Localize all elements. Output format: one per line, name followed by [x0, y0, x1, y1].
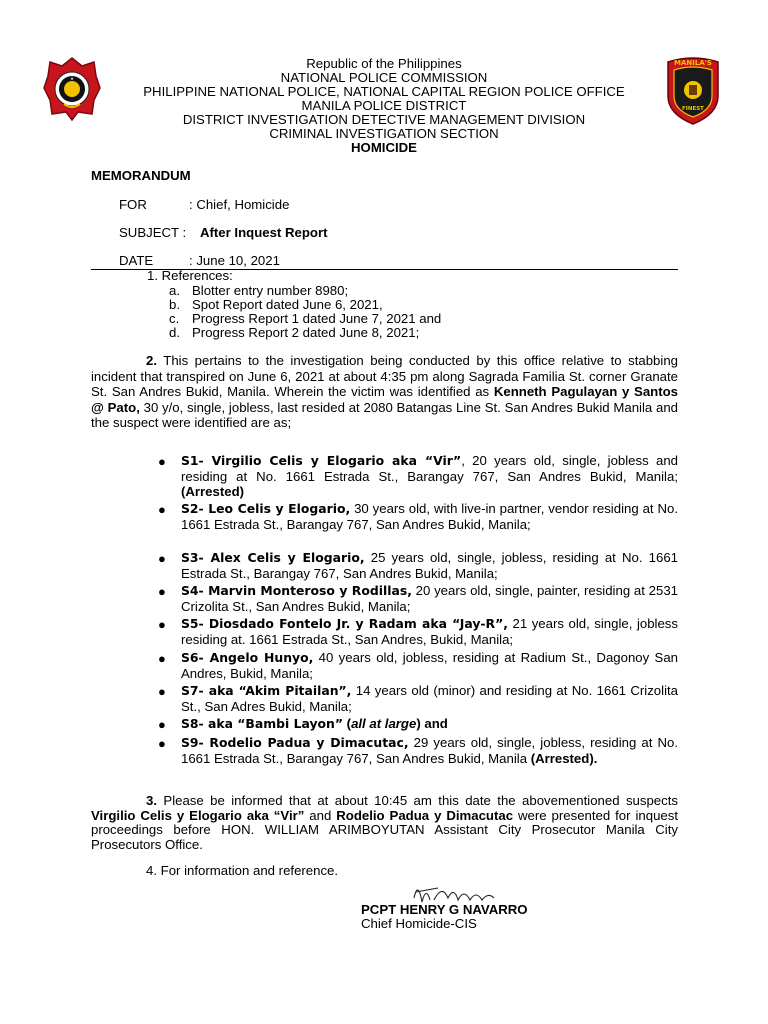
- suspect-name: S2- Leo Celis y Elogario,: [181, 501, 351, 516]
- bullet-s4: ●: [158, 584, 166, 599]
- bullet-s2: ●: [158, 502, 166, 517]
- suspect-item-s3: [181, 550, 678, 581]
- suspect-item-s7: [181, 683, 678, 714]
- memo-for-label: FOR: [119, 197, 147, 212]
- paragraph-3-text-a: Please be informed that at about 10:45 am this date the abovementioned suspects: [157, 793, 678, 808]
- suspect-desc: 14 years old (minor) and residing at No. 1661 Crizolita St., San Adres Bukid, Manila;: [181, 683, 678, 714]
- reference-item-b: Spot Report dated June 6, 2021,: [192, 297, 383, 312]
- reference-letter-b: b.: [169, 297, 180, 312]
- suspect-name: S4- Marvin Monteroso y Rodillas,: [181, 583, 412, 598]
- reference-letter-d: d.: [169, 325, 180, 340]
- paragraph-3-text-b: and: [304, 807, 337, 823]
- suspect-desc: 21 years old, single, jobless residing at. 1661 Estrada St., San Andres, Bukid, Manila;: [181, 616, 678, 647]
- reference-letter-c: c.: [169, 311, 180, 326]
- suspect-item-s6: [181, 650, 678, 681]
- seal-top-text: MANILA'S: [674, 59, 712, 67]
- suspect-item-s1: [181, 453, 678, 500]
- paragraph-2-text-b: 30 y/o, single, jobless, last resided at 2080 Batangas Line St. San Andres Bukid Manila and the suspect were identified are as;: [91, 399, 678, 430]
- header-pnp-ncrpo: PHILIPPINE NATIONAL POLICE, NATIONAL CAPITAL REGION POLICE OFFICE: [143, 84, 625, 99]
- header-cis: CRIMINAL INVESTIGATION SECTION: [269, 126, 499, 141]
- paragraph-4: 4. For information and reference.: [146, 863, 339, 878]
- header-homicide: HOMICIDE: [351, 140, 417, 155]
- bullet-s9: ●: [158, 736, 166, 751]
- signatory-name: PCPT HENRY G NAVARRO: [361, 902, 528, 917]
- memo-for-value: : Chief, Homicide: [189, 197, 290, 212]
- memo-subject-value: After Inquest Report: [200, 225, 328, 240]
- bullet-s7: ●: [158, 684, 166, 699]
- suspect-name: S1- Virgilio Celis y Elogario aka “Vir”: [181, 453, 462, 468]
- suspect-item-s4: [181, 583, 678, 614]
- paragraph-3: [91, 794, 678, 852]
- paragraph-3-text-c: were presented for inquest proceedings before HON. WILLIAM ARIMBOYUTAN Assistant City Prosecutor Manila City Prosecutors Office.: [91, 807, 679, 852]
- suspect-name: S5- Diosdado Fontelo Jr. y Radam aka “Jay-R”,: [181, 616, 508, 631]
- suspect-status: ) and: [416, 716, 448, 731]
- suspect-desc: 29 years old, single, jobless, residing at No. 1661 Estrada St., Barangay 767, San Andres Bukid, Manila: [181, 735, 678, 766]
- paragraph-3-suspect-1: Virgilio Celis y Elogario aka “Vir”: [91, 807, 305, 823]
- suspect-item-s8: [181, 716, 678, 732]
- manila-finest-seal-logo: [664, 56, 722, 126]
- paragraph-3-number: 3.: [146, 793, 157, 808]
- reference-item-c: Progress Report 1 dated June 7, 2021 and: [192, 311, 442, 326]
- suspect-name: S3- Alex Celis y Elogario,: [181, 550, 365, 565]
- signatory-title: Chief Homicide-CIS: [361, 916, 477, 931]
- suspect-desc: , 20 years old, single, jobless and residing at No. 1661 Estrada St., Barangay 767, San Andres Bukid, Manila;: [181, 453, 678, 484]
- suspect-desc: 40 years old, jobless, residing at Radium St., Dagonoy San Andres, Bukid, Manila;: [181, 650, 678, 681]
- suspect-desc: 20 years old, single, painter, residing at 2531 Crizolita St., San Andres Bukid, Manila;: [181, 583, 678, 614]
- bullet-s8: ●: [158, 717, 166, 732]
- bullet-s1: ●: [158, 454, 166, 469]
- suspect-desc: 30 years old, with live-in partner, vendor residing at No. 1661 Estrada St., Barangay 767, San Andres Bukid, Manila;: [181, 501, 678, 532]
- suspect-desc: (: [343, 716, 352, 731]
- suspect-status-italic: all at large: [351, 716, 417, 731]
- seal-bottom-text: FINEST: [682, 106, 704, 112]
- suspect-status: (Arrested).: [530, 750, 598, 766]
- memo-subject-label: SUBJECT :: [119, 225, 187, 240]
- reference-letter-a: a.: [169, 283, 180, 298]
- pnp-seal-logo: [42, 56, 102, 122]
- suspect-name: S7- aka “Akim Pitailan”,: [181, 683, 352, 698]
- memo-date-label: DATE: [119, 253, 154, 268]
- bullet-s5: ●: [158, 617, 166, 632]
- paragraph-2: [91, 353, 678, 431]
- paragraph-2-text-a: This pertains to the investigation being conducted by this office relative to stabbing incident that transpired on June 6, 2021 at about 4:35 pm along Sagrada Familia St. corner Granate St. San Andres Bukid, Manila. Wherein the victim was identified as: [91, 353, 678, 399]
- header-napolcom: NATIONAL POLICE COMMISSION: [280, 70, 488, 85]
- suspect-item-s9: [181, 735, 678, 766]
- suspect-name: S8- aka “Bambi Layon”: [181, 716, 343, 731]
- references-heading: 1. References:: [147, 268, 233, 283]
- bullet-s3: ●: [158, 551, 166, 566]
- suspect-name: S9- Rodelio Padua y Dimacutac,: [181, 735, 409, 750]
- suspect-status: (Arrested): [181, 484, 245, 499]
- paragraph-3-suspect-2: Rodelio Padua y Dimacutac: [336, 807, 514, 823]
- suspect-item-s5: [181, 616, 678, 647]
- memo-date-value: : June 10, 2021: [189, 253, 280, 268]
- header-republic: Republic of the Philippines: [306, 56, 462, 71]
- suspect-item-s2: [181, 501, 678, 532]
- header-didmd: DISTRICT INVESTIGATION DETECTIVE MANAGEMENT DIVISION: [182, 112, 586, 127]
- svg-text:★: ★: [70, 76, 74, 81]
- suspect-desc: 25 years old, single, jobless, residing at No. 1661 Estrada St., Barangay 767, San Andres Bukid, Manila;: [181, 550, 678, 581]
- memo-title: MEMORANDUM: [91, 168, 191, 183]
- reference-item-a: Blotter entry number 8980;: [192, 283, 349, 298]
- header-mpd: MANILA POLICE DISTRICT: [301, 98, 467, 113]
- reference-item-d: Progress Report 2 dated June 8, 2021;: [192, 325, 420, 340]
- bullet-s6: ●: [158, 651, 166, 666]
- victim-name: Kenneth Pagulayan y Santos @ Pato,: [91, 384, 678, 415]
- paragraph-2-number: 2.: [146, 353, 157, 368]
- suspect-name: S6- Angelo Hunyo,: [181, 650, 314, 665]
